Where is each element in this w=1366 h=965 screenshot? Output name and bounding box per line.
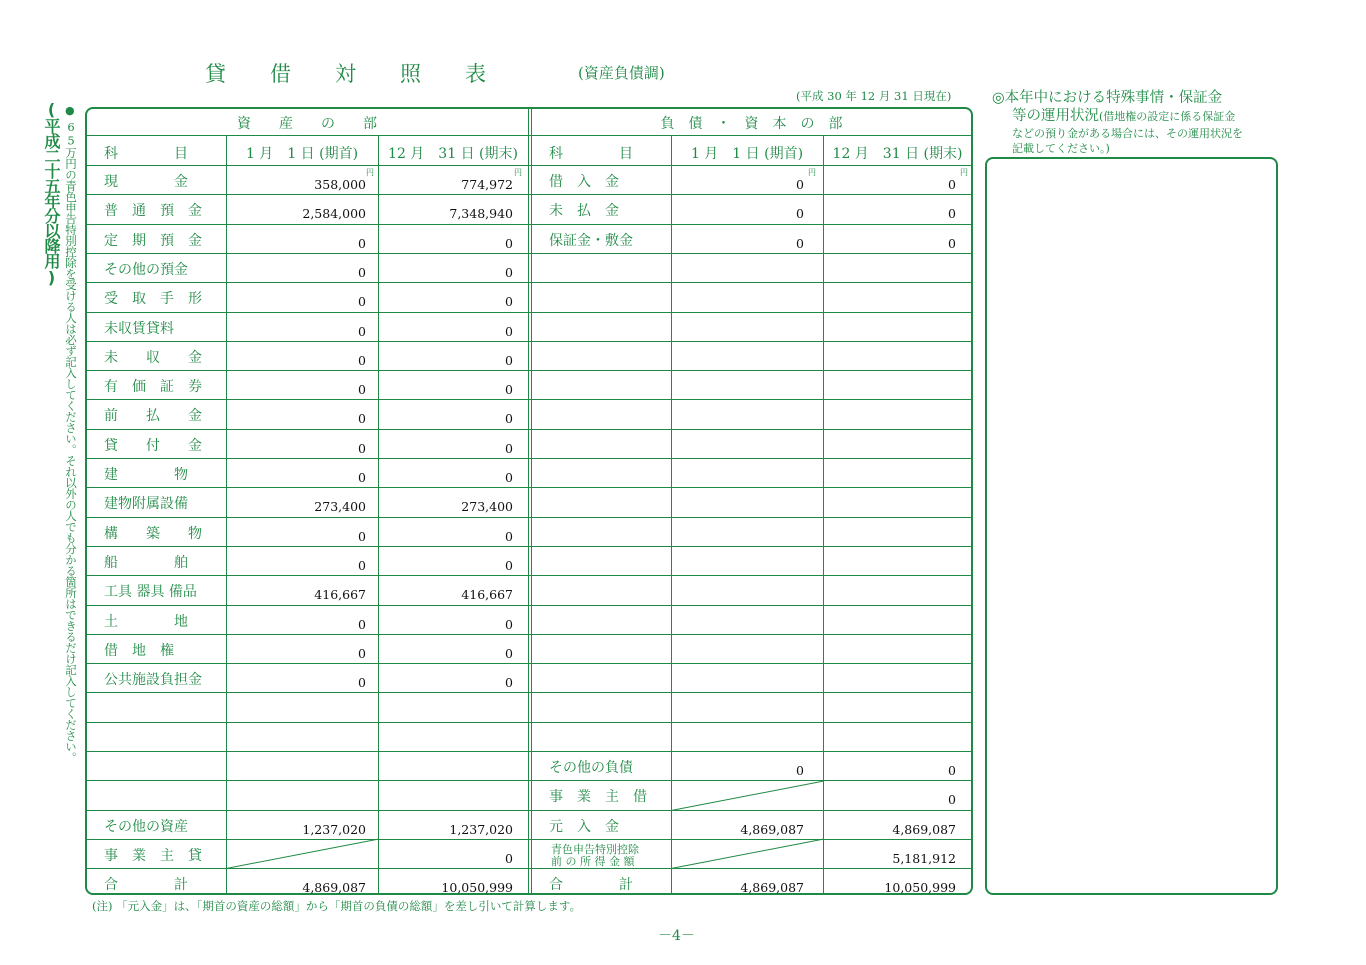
yen-mark-liability-start: 円	[808, 168, 816, 177]
liability-end-value: 0	[948, 235, 956, 251]
liability-end-value: 0	[948, 177, 956, 192]
era-note: (平成二十五年分以降用)	[42, 100, 61, 286]
row-divider	[86, 517, 972, 518]
asset-end-value: 0	[505, 382, 513, 398]
row-divider	[86, 692, 972, 693]
asset-start-value: 0	[358, 352, 366, 368]
asset-start-value: 416,667	[314, 587, 366, 603]
asset-start-value: 0	[358, 264, 366, 280]
liability-label-line1: 青色申告特別控除	[551, 842, 639, 856]
asset-end-value: 0	[505, 440, 513, 456]
asset-start-value: 0	[358, 557, 366, 573]
row-divider	[86, 839, 972, 840]
row-divider	[86, 429, 972, 430]
asset-label: その他の預金	[104, 261, 188, 278]
row-divider	[86, 868, 972, 869]
asset-end-value: 0	[505, 352, 513, 368]
liability-start-value: 0	[796, 235, 804, 251]
yen-mark-asset-start: 円	[366, 168, 374, 177]
special-circumstances-heading	[992, 89, 1243, 156]
yen-mark-asset-end: 円	[514, 168, 522, 177]
row-divider	[86, 399, 972, 400]
asset-start-value: 0	[358, 382, 366, 398]
instruction-note: 65万円の青色申告特別控除を受ける人は必ず記入してください。それ以外の人でも分かる箇所はできるだけ記入してください。	[64, 120, 78, 763]
special-circumstances-note-a: (借地権の設定に係る保証金	[1099, 110, 1236, 123]
row-divider	[86, 341, 972, 342]
asset-start-value: 4,869,087	[302, 880, 366, 896]
row-divider	[86, 546, 972, 547]
section-header-divider	[86, 135, 972, 136]
special-circumstances-box[interactable]	[985, 157, 1278, 895]
liability-start-value: 4,869,087	[740, 821, 804, 837]
document-title: 貸借対照表	[205, 62, 530, 86]
row-divider	[86, 722, 972, 723]
asset-label: 公共施設負担金	[104, 672, 202, 689]
asset-end-value: 0	[505, 528, 513, 544]
asset-end-value: 416,667	[461, 587, 513, 603]
liabilities-section-header: 負 債 ・ 資 本 の 部	[660, 116, 843, 132]
asset-label: 未 収 金	[104, 349, 202, 366]
row-divider	[86, 810, 972, 811]
asset-start-value: 0	[358, 675, 366, 691]
asset-label: 未収賃貸料	[104, 320, 174, 337]
center-divider	[531, 108, 532, 894]
row-divider	[86, 194, 972, 195]
asset-start-value: 0	[358, 294, 366, 310]
assets-section-header: 資 産 の 部	[237, 116, 377, 132]
liability-end-value: 0	[948, 792, 956, 808]
assets-end-header: 12 月 31 日 (期末)	[388, 146, 518, 162]
asset-end-value: 0	[505, 557, 513, 573]
asset-end-value: 0	[505, 470, 513, 485]
liabilities-start-header: 1 月 1 日 (期首)	[690, 146, 804, 162]
yen-mark-liability-end: 円	[960, 168, 968, 177]
row-divider	[86, 487, 972, 488]
asset-label: 定 期 預 金	[104, 232, 202, 249]
row-divider	[86, 634, 972, 635]
liabilities-item-header: 科 目	[549, 146, 633, 162]
as-of-date: (平成 30 年 12 月 31 日現在)	[796, 89, 952, 103]
footnote: (注) 「元入金」は、「期首の資産の総額」から「期首の負債の総額」を差し引いて計算します。	[92, 899, 581, 913]
liability-label: 未 払 金	[549, 203, 619, 220]
column-header-divider	[86, 165, 972, 166]
asset-start-value: 358,000	[314, 177, 366, 192]
asset-label: 土 地	[104, 613, 188, 630]
asset-label: 借 地 権	[104, 642, 174, 659]
special-circumstances-note-c: 記載してください。)	[1012, 142, 1110, 155]
asset-label: 現 金	[104, 174, 188, 190]
special-circumstances-title-1: ◎本年中における特殊事情・保証金	[992, 90, 1223, 106]
liabilities-end-header: 12 月 31 日 (期末)	[832, 146, 963, 162]
asset-end-value: 0	[505, 616, 513, 632]
asset-label: 建物附属設備	[104, 496, 188, 513]
asset-end-value: 0	[505, 323, 513, 339]
liability-end-value: 10,050,999	[884, 880, 956, 896]
asset-label: 有 価 証 券	[104, 379, 202, 396]
asset-end-value: 0	[505, 645, 513, 661]
asset-label: 構 築 物	[104, 525, 202, 542]
asset-end-value: 0	[505, 294, 513, 310]
liability-end-value: 0	[948, 206, 956, 222]
liability-start-value: 4,869,087	[740, 880, 804, 896]
row-divider	[86, 458, 972, 459]
row-divider	[86, 370, 972, 371]
asset-label: 工具 器具 備品	[104, 584, 197, 601]
bullet-icon: ●	[65, 104, 75, 117]
asset-start-value: 0	[358, 616, 366, 632]
asset-start-value: 2,584,000	[302, 206, 366, 222]
liability-start-value: 0	[796, 763, 804, 778]
special-circumstances-title-2: 等の運用状況	[1012, 108, 1099, 124]
asset-end-value: 1,237,020	[449, 821, 513, 837]
asset-end-value: 0	[505, 411, 513, 427]
center-divider	[528, 108, 529, 894]
row-divider	[86, 282, 972, 283]
asset-start-value: 0	[358, 235, 366, 251]
row-divider	[86, 224, 972, 225]
asset-end-value: 0	[505, 850, 513, 866]
liability-end-value: 4,869,087	[892, 821, 956, 837]
row-divider	[86, 605, 972, 606]
asset-start-value: 0	[358, 528, 366, 544]
asset-label: 前 払 金	[104, 408, 202, 425]
asset-label: 受 取 手 形	[104, 291, 202, 308]
asset-start-value: 0	[358, 645, 366, 661]
asset-label: 合 計	[104, 877, 188, 894]
asset-start-value: 0	[358, 411, 366, 427]
asset-end-value: 273,400	[461, 499, 513, 515]
liability-label: 借 入 金	[549, 174, 619, 190]
asset-end-value: 0	[505, 235, 513, 251]
liability-end-value: 0	[948, 763, 956, 778]
liability-label: 元 入 金	[549, 818, 619, 835]
asset-label: 普 通 預 金	[104, 203, 202, 220]
row-divider	[86, 663, 972, 664]
row-divider	[86, 575, 972, 576]
asset-label: その他の資産	[104, 818, 188, 835]
asset-label: 船 舶	[104, 554, 188, 571]
liability-label: 合 計	[549, 877, 633, 894]
liability-label: 事 業 主 借	[549, 789, 647, 806]
asset-start-value: 0	[358, 323, 366, 339]
asset-end-value: 7,348,940	[449, 206, 513, 222]
row-divider	[86, 253, 972, 254]
asset-start-value: 0	[358, 470, 366, 485]
liability-start-value: 0	[796, 206, 804, 222]
liability-label-line2: 前 の 所 得 金 額	[551, 854, 635, 868]
special-circumstances-note-b: などの預り金がある場合には、その運用状況を	[1012, 127, 1243, 140]
row-divider	[86, 751, 972, 752]
document-subtitle: (資産負債調)	[578, 64, 665, 82]
asset-label: 事 業 主 貸	[104, 847, 202, 864]
assets-start-header: 1 月 1 日 (期首)	[245, 146, 359, 162]
asset-label: 建 物	[104, 467, 188, 483]
asset-start-value: 0	[358, 440, 366, 456]
asset-end-value: 0	[505, 264, 513, 280]
page-number: －4－	[658, 928, 695, 944]
row-divider	[86, 312, 972, 313]
asset-start-value: 1,237,020	[302, 821, 366, 837]
asset-start-value: 273,400	[314, 499, 366, 515]
asset-end-value: 10,050,999	[441, 880, 513, 896]
assets-item-header: 科 目	[104, 146, 188, 162]
asset-label: 貸 付 金	[104, 437, 202, 454]
liability-start-value: 0	[796, 177, 804, 192]
asset-end-value: 0	[505, 675, 513, 691]
liability-label: その他の負債	[549, 760, 633, 776]
liability-label: 保証金・敷金	[549, 232, 633, 249]
liability-end-value: 5,181,912	[892, 850, 956, 866]
asset-end-value: 774,972	[461, 177, 513, 192]
row-divider	[86, 780, 972, 781]
